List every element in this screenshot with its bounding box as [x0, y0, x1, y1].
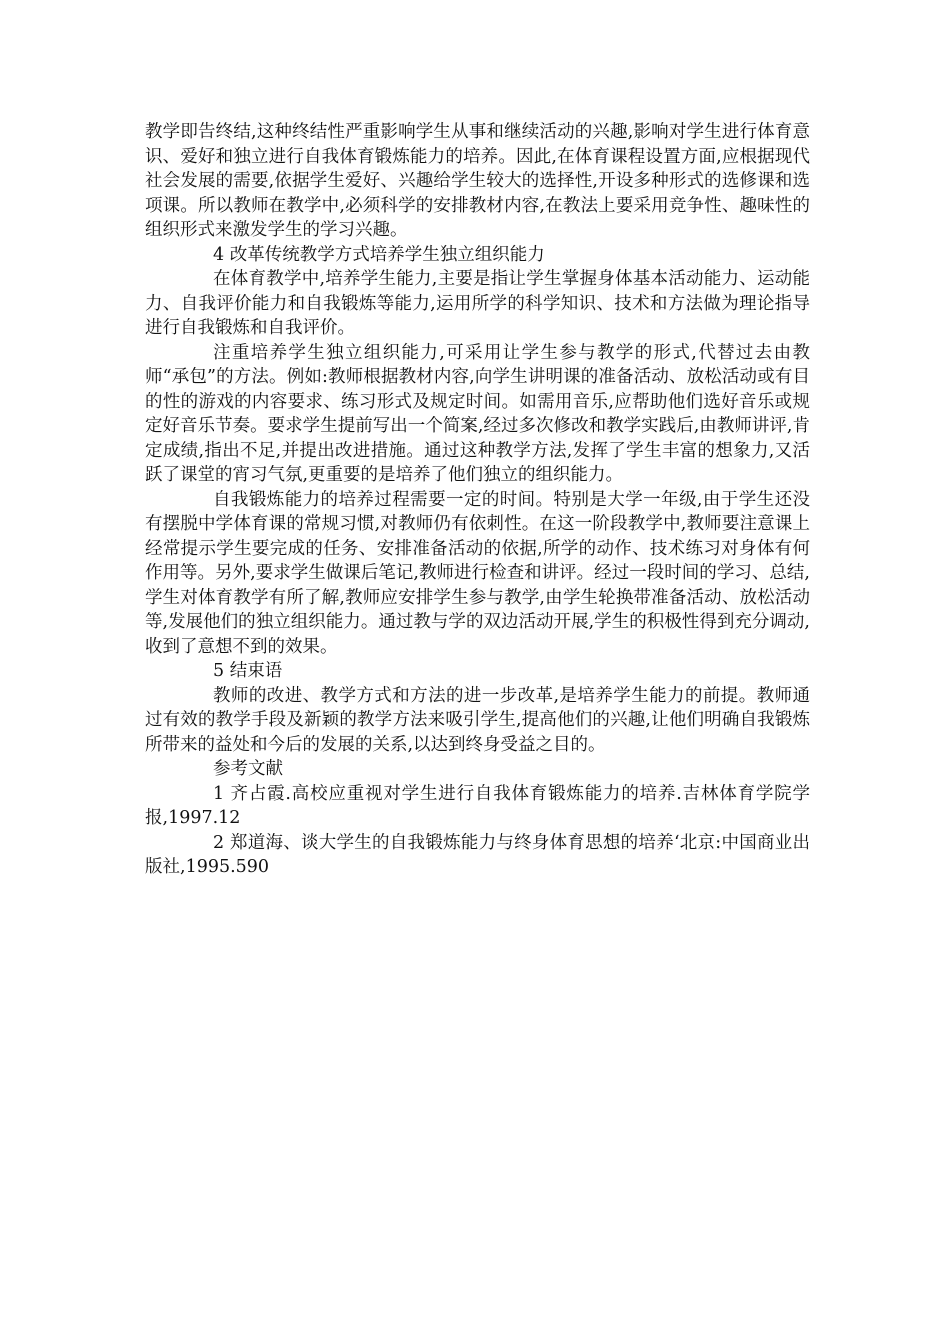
paragraph-independent-organization: 注重培养学生独立组织能力,可采用让学生参与教学的形式,代替过去由教师“承包”的方法。例如:教师根据教材内容,向学生讲明课的准备活动、放松活动或有目的性的游戏的内容要求、练习形式及规定时间。如需用音乐,应帮助他们选好音乐或规定好音乐节奏。要求学生提前写出一个简案,经过多次修改和教学实践后,由教师讲评,肯定成绩,指出不足,并提出改进措施。通过这种教学方法,发挥了学生丰富的想象力,又活跃了课堂的宵习气氛,更重要的是培养了他们独立的组织能力。 — [145, 342, 810, 485]
section-heading-4: 4 改革传统教学方式培养学生独立组织能力 — [213, 244, 545, 265]
reference-item-2: 2 郑道海、谈大学生的自我锻炼能力与终身体育思想的培养‘北京:中国商业出版社,1995.590 — [145, 832, 810, 877]
paragraph-conclusion: 教师的改进、教学方式和方法的进一步改革,是培养学生能力的前提。教师通过有效的教学手段及新颖的教学方法来吸引学生,提高他们的兴趣,让他们明确自我锻炼所带来的益处和今后的发展的关系,以达到终身受益之目的。 — [145, 685, 810, 755]
paragraph-self-exercise: 自我锻炼能力的培养过程需要一定的时间。特别是大学一年级,由于学生还没有摆脱中学体育课的常规习惯,对教师仍有依刺性。在这一阶段教学中,教师要注意课上经常提示学生要完成的任务、安排准备活动的依据,所学的动作、技术练习对身体有何作用等。另外,要求学生做课后笔记,教师进行检查和讲评。经过一段时间的学习、总结,学生对体育教学有所了解,教师应安排学生参与教学,由学生轮换带准备活动、放松活动等,发展他们的独立组织能力。通过教与学的双边活动开展,学生的积极性得到充分调动,收到了意想不到的效果。 — [145, 489, 810, 657]
document-page — [145, 120, 810, 880]
reference-item-1: 1 齐占霞.高校应重视对学生进行自我体育锻炼能力的培养.吉林体育学院学报,1997.12 — [145, 783, 810, 828]
references-heading: 参考文献 — [213, 759, 283, 779]
paragraph-continued: 教学即告终结,这种终结性严重影响学生从事和继续活动的兴趣,影响对学生进行体育意识、爱好和独立进行自我体育锻炼能力的培养。因此,在体育课程设置方面,应根据现代社会发展的需要,依据学生爱好、兴趣给学生较大的选择性,开设多种形式的选修课和选项课。所以教师在教学中,必须科学的安排教材内容,在教法上要采用竞争性、趣味性的组织形式来激发学生的学习兴趣。 — [145, 122, 810, 240]
section-heading-5: 5 结束语 — [213, 661, 283, 681]
paragraph-ability-training: 在体育教学中,培养学生能力,主要是指让学生掌握身体基本活动能力、运动能力、自我评价能力和自我锻炼等能力,运用所学的科学知识、技术和方法做为理论指导进行自我锻炼和自我评价。 — [145, 269, 810, 338]
